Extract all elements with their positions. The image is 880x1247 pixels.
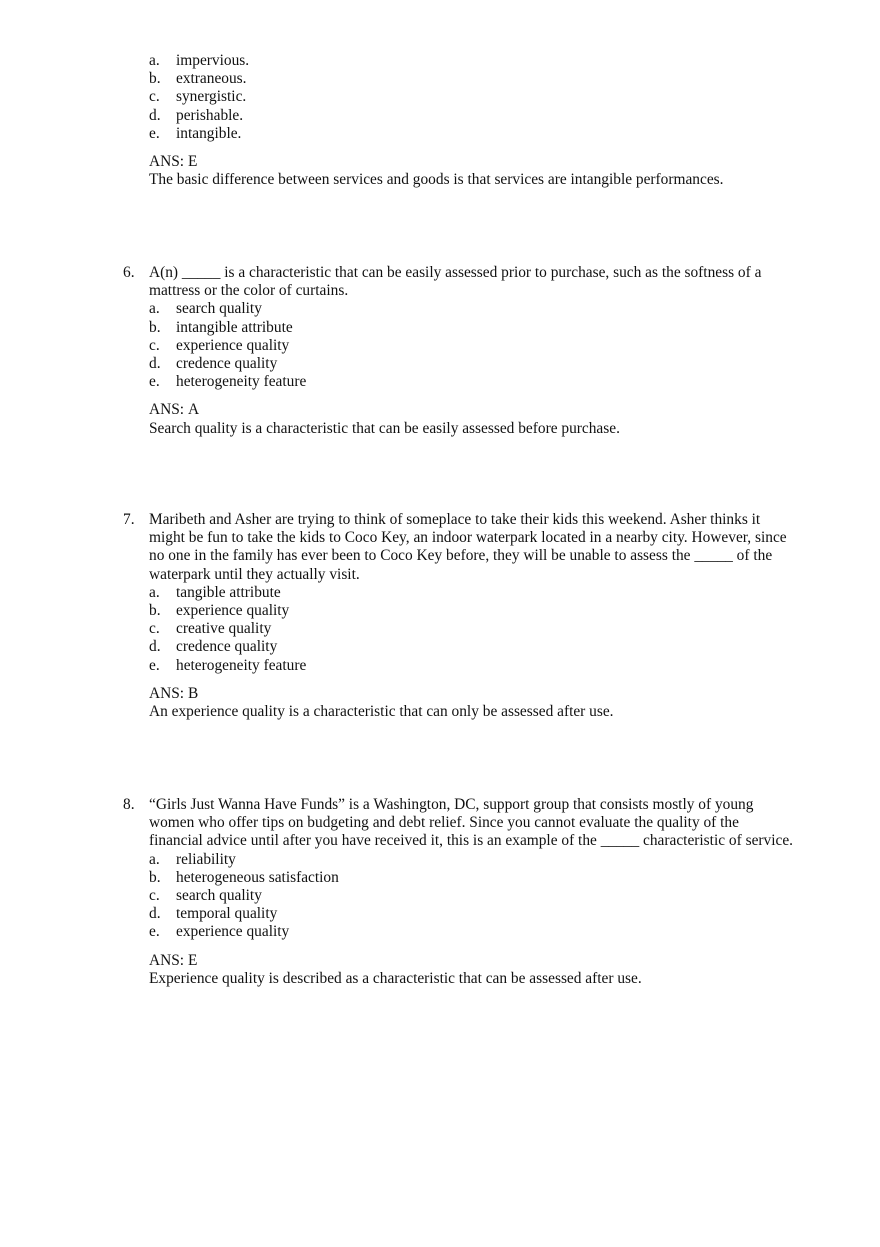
answer-key: ANS: B <box>149 684 199 702</box>
answer-explanation: Experience quality is described as a characteristic that can be assessed after use. <box>149 969 642 987</box>
question-5-fragment <box>123 52 793 189</box>
answer-key: ANS: E <box>149 951 198 969</box>
choice-item: a. search quality <box>149 300 262 318</box>
question-stem <box>123 264 793 300</box>
answer-explanation: Search quality is a characteristic that can be easily assessed before purchase. <box>149 419 620 437</box>
choice-item: a. impervious. <box>149 52 250 69</box>
answer-key: ANS: E <box>149 153 198 171</box>
choice-item: e. experience quality <box>149 923 290 941</box>
choice-item: d. credence quality <box>149 355 278 373</box>
answer-block <box>149 153 793 189</box>
question-text: Maribeth and Asher are trying to think of someplace to take their kids this weekend. Asher thinks it might be fun to take the kids to Coco Key, an indoor waterpark located in a nearby city. However, since no one in the family has ever been to Coco Key before, they will be unable to assess the _____ of the waterpark until they actually visit. <box>149 511 787 583</box>
question-text: “Girls Just Wanna Have Funds” is a Washington, DC, support group that consists mostly of young women who offer tips on budgeting and debt relief. Since you cannot evaluate the quality of the financial advice until after you have received it, this is an example of the _____ characteristic of service. <box>149 796 794 850</box>
answer-block <box>149 952 793 988</box>
choice-item: c. search quality <box>149 887 262 905</box>
choice-item: c. creative quality <box>149 620 272 638</box>
answer-block <box>149 685 793 721</box>
choice-item: b. extraneous. <box>149 70 247 88</box>
choice-item: d. credence quality <box>149 638 278 656</box>
question-6 <box>123 264 793 438</box>
choice-item: e. intangible. <box>149 124 242 142</box>
choice-list <box>149 300 793 391</box>
choice-item: d. perishable. <box>149 106 244 124</box>
question-text: A(n) _____ is a characteristic that can be easily assessed prior to purchase, such as the softness of a mattress or the color of curtains. <box>149 264 762 300</box>
choice-item: a. tangible attribute <box>149 583 281 601</box>
answer-key: ANS: A <box>149 401 200 419</box>
choice-item: c. synergistic. <box>149 88 247 106</box>
choice-item: c. experience quality <box>149 336 290 354</box>
answer-block <box>149 401 793 437</box>
choice-item: b. intangible attribute <box>149 318 293 336</box>
question-number: 6. <box>123 264 135 281</box>
answer-explanation: An experience quality is a characteristic that can only be assessed after use. <box>149 703 614 721</box>
choice-item: e. heterogeneity feature <box>149 656 307 674</box>
choice-item: b. heterogeneous satisfaction <box>149 868 339 886</box>
question-number: 8. <box>123 796 135 813</box>
question-stem <box>123 511 793 584</box>
choice-item: e. heterogeneity feature <box>149 373 307 391</box>
question-8 <box>123 796 793 988</box>
question-7 <box>123 511 793 721</box>
choice-item: b. experience quality <box>149 602 290 620</box>
choice-list <box>149 851 793 942</box>
choice-item: d. temporal quality <box>149 905 278 923</box>
answer-explanation: The basic difference between services and goods is that services are intangible performances. <box>149 171 724 189</box>
choice-item: a. reliability <box>149 850 236 868</box>
question-stem <box>123 796 793 851</box>
choice-list <box>149 584 793 675</box>
question-number: 7. <box>123 511 135 528</box>
choice-list <box>149 52 793 143</box>
